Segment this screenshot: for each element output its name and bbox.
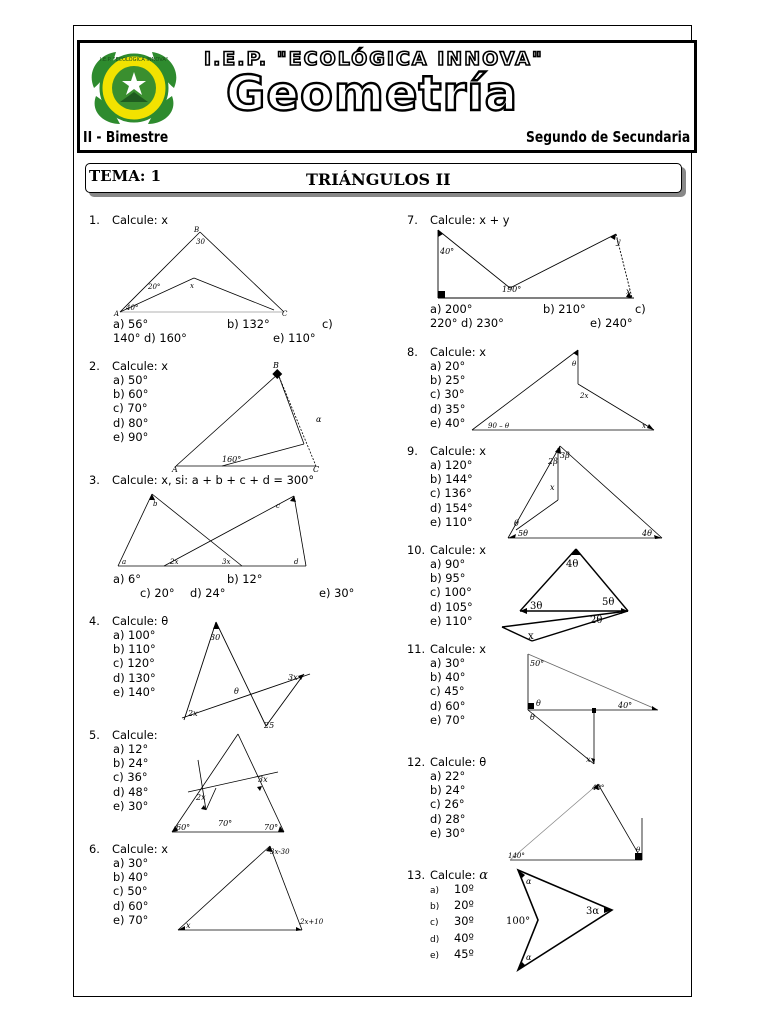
option[interactable]: b) 24° (113, 756, 149, 771)
label-3beta: 3β (560, 451, 570, 460)
problem-11 (407, 642, 486, 656)
option[interactable]: a) 56° (113, 317, 149, 331)
option[interactable]: c) 136° (430, 486, 472, 501)
problem-number: 8. (407, 345, 418, 359)
label-y: y (616, 237, 621, 246)
label-60: 60° (176, 823, 191, 832)
option[interactable]: b) 144° (430, 472, 473, 487)
label-160: 160° (222, 455, 242, 464)
option[interactable]: c) 36° (113, 770, 148, 785)
option[interactable]: d) 24° (190, 586, 226, 600)
figure-2 (170, 360, 340, 472)
problem-prompt: Calcule: x + y (430, 213, 510, 227)
option[interactable]: 40º (454, 930, 474, 945)
options-4 (113, 628, 156, 699)
option[interactable]: c) 70° (113, 401, 148, 416)
subject-title: Geometría (226, 66, 518, 122)
option[interactable]: a) 20° (430, 359, 466, 373)
option[interactable]: e) 40° (430, 415, 466, 430)
label-25: 25 (264, 721, 275, 730)
label-40: 40° (618, 701, 633, 710)
figure-6 (172, 840, 342, 936)
label-3alpha: 3α (586, 906, 600, 917)
label-4theta: 4θ (566, 559, 579, 570)
option[interactable]: d) 130° (113, 670, 156, 685)
label-x: x (190, 282, 194, 290)
label-70: 70° (218, 819, 233, 828)
option[interactable]: c) 100° (430, 585, 472, 600)
label-C: C (282, 310, 288, 318)
problem-number: 9. (407, 444, 418, 458)
figure-10 (498, 545, 638, 643)
option[interactable]: b) 40° (430, 670, 466, 685)
option[interactable]: d) 80° (113, 415, 149, 430)
label-2x: 2x (170, 558, 179, 566)
label-5theta: 5θ (518, 529, 528, 538)
problem-prompt: Calcule: x (430, 642, 486, 656)
bimestre-label: II - Bimestre (83, 128, 169, 146)
option[interactable]: e) 30° (113, 798, 149, 813)
school-name: I.E.P. "ECOLÓGICA INNOVA" (204, 48, 544, 70)
problem-prompt: Calcule: x (112, 213, 168, 227)
figure-9 (502, 442, 668, 542)
options-8 (430, 359, 466, 430)
label-x: x (550, 483, 555, 492)
label-140: 140° (508, 852, 525, 860)
problem-6 (89, 842, 168, 856)
option[interactable]: e) 30° (430, 825, 466, 840)
option[interactable]: c) 30° (430, 387, 465, 402)
label-theta: θ (536, 699, 541, 708)
option[interactable]: e) 90° (113, 429, 149, 444)
label-3theta: 3θ (530, 601, 543, 612)
label-alpha: α (316, 415, 322, 424)
option[interactable]: b) 24° (430, 783, 466, 798)
problem-number: 2. (89, 359, 100, 373)
label-A: A (172, 465, 178, 472)
label-2x: 2x (196, 793, 206, 802)
option[interactable]: b) 40° (113, 870, 149, 885)
problem-prompt: Calcule: x (112, 359, 168, 373)
option[interactable]: 45º (454, 946, 474, 961)
options-1 (113, 317, 363, 345)
label-40: 40° (440, 247, 455, 256)
label-3x: 3x (258, 775, 268, 784)
problem-number: 5. (89, 728, 100, 742)
label-40: 40° (592, 784, 605, 792)
option[interactable]: b) 110° (113, 642, 156, 657)
label-theta: θ (572, 360, 577, 368)
option[interactable]: a) 30° (430, 656, 466, 670)
option[interactable]: d) 60° (430, 698, 466, 713)
problem-number: 3. (89, 473, 100, 487)
option[interactable]: a) 100° (113, 628, 156, 642)
option[interactable]: b) 95° (430, 571, 466, 586)
problem-prompt: Calcule: x (430, 444, 486, 458)
options-11 (430, 656, 466, 727)
label-A: A (114, 310, 120, 318)
options-13 (430, 882, 474, 963)
label-30: 30 (210, 633, 221, 642)
option-letter: c) (430, 918, 439, 929)
label-c: c (276, 502, 280, 510)
option[interactable]: a) 120° (430, 458, 473, 472)
label-2x: 2x (580, 392, 589, 400)
label-B: B (194, 226, 200, 234)
problem-prompt: Calcule: x, si: a + b + c + d = 300° (112, 473, 315, 487)
label-theta: θ (514, 519, 519, 528)
option[interactable]: e) 140° (113, 684, 156, 699)
label-70b: 70° (264, 823, 279, 832)
problem-prompt: Calcule: (430, 868, 480, 882)
problem-2 (89, 359, 168, 373)
label-b: b (153, 500, 158, 508)
label-top: 3x-30 (270, 848, 290, 856)
option[interactable]: c) 26° (430, 797, 465, 812)
label-50: 50° (530, 659, 545, 668)
options-3 (113, 572, 373, 600)
option[interactable]: c) 50° (113, 884, 148, 899)
options-2 (113, 373, 149, 444)
problem-prompt: Calcule: x (430, 543, 486, 557)
label-right: 2x+10 (300, 918, 324, 926)
problem-number: 6. (89, 842, 100, 856)
label-4theta: 4θ (642, 529, 652, 538)
label-C: C (313, 465, 320, 472)
label-20: 20° (148, 283, 161, 291)
label-90-theta: 90 – θ (488, 422, 510, 430)
option[interactable]: 220° d) 230° (430, 316, 504, 330)
label-theta: θ (234, 687, 239, 696)
option[interactable]: a) 50° (113, 373, 149, 387)
options-10 (430, 557, 473, 628)
option[interactable]: d) 48° (113, 784, 149, 799)
label-x: x (626, 287, 631, 296)
problem-number: 10. (407, 543, 426, 557)
problem-5 (89, 728, 158, 742)
problem-10 (407, 543, 486, 557)
label-alpha1: α (526, 877, 532, 886)
tema-title: TRIÁNGULOS II (306, 170, 451, 189)
label-5theta: 5θ (602, 597, 615, 608)
label-100: 100° (506, 916, 531, 927)
option[interactable]: b) 12° (227, 572, 263, 586)
option[interactable]: c) (322, 317, 333, 331)
alpha-symbol: α (479, 868, 488, 883)
tema-label: TEMA: 1 (89, 167, 162, 185)
problem-12 (407, 755, 486, 769)
figure-8 (466, 344, 660, 434)
label-x: x (186, 921, 191, 930)
figure-1 (112, 226, 292, 318)
problem-number: 11. (407, 642, 426, 656)
label-2beta: 2β (548, 457, 558, 466)
label-2x: 2x (188, 709, 198, 718)
label-alpha2: α (526, 953, 532, 962)
label-a: a (122, 558, 127, 566)
options-6 (113, 856, 149, 927)
figure-5 (168, 730, 288, 836)
option[interactable]: e) 70° (113, 912, 149, 927)
figure-12 (504, 778, 650, 864)
label-x: x (586, 755, 591, 764)
problem-number: 1. (89, 213, 100, 227)
problem-4 (89, 614, 168, 628)
problem-prompt: Calcule: x (430, 345, 486, 359)
option[interactable]: d) 105° (430, 599, 473, 614)
label-3x: 3x (288, 673, 298, 682)
problem-prompt: Calcule: x (112, 842, 168, 856)
option[interactable]: e) 30° (319, 586, 355, 600)
label-x: x (528, 631, 534, 642)
logo-text: I.E.P. "ECOLÓGICA INNOVA" (99, 57, 169, 63)
option-letter: a) (430, 886, 440, 896)
option[interactable]: b) 25° (430, 373, 466, 388)
option[interactable]: a) 30° (113, 856, 149, 870)
option[interactable]: e) 110° (273, 331, 316, 345)
school-logo (86, 48, 182, 128)
problem-prompt: Calcule: θ (112, 614, 169, 628)
figure-7 (428, 226, 642, 300)
option[interactable]: a) 200° (430, 302, 473, 316)
option[interactable]: d) 35° (430, 401, 466, 416)
option[interactable]: e) 110° (430, 514, 473, 529)
problem-9 (407, 444, 486, 458)
problem-3 (89, 473, 314, 487)
figure-4 (178, 618, 318, 732)
option[interactable]: e) 70° (430, 712, 466, 727)
grade-label: Segundo de Secundaria (526, 128, 691, 146)
option[interactable]: 10º (454, 882, 474, 896)
label-theta2: θ (530, 713, 535, 722)
option-letter: e) (430, 950, 440, 961)
label-theta: θ (636, 846, 641, 854)
label-40: 40° (126, 304, 139, 312)
label-190: 190° (502, 285, 522, 294)
option[interactable]: 140° d) 160° (113, 331, 187, 345)
label-d: d (294, 558, 299, 566)
problem-prompt: Calcule: θ (430, 755, 487, 769)
problem-prompt: Calcule: (112, 728, 158, 742)
option[interactable]: 30º (454, 914, 474, 929)
option[interactable]: b) 60° (113, 387, 149, 402)
problem-number: 4. (89, 614, 100, 628)
option[interactable]: c) (635, 302, 646, 316)
option[interactable]: e) 240° (590, 316, 633, 330)
option[interactable]: 20º (454, 898, 474, 913)
option[interactable]: a) 22° (430, 769, 466, 783)
figure-3 (112, 488, 312, 570)
option[interactable]: c) 120° (113, 656, 155, 671)
option[interactable]: e) 110° (430, 613, 473, 628)
label-2theta: 2θ (590, 615, 603, 626)
label-3x: 3x (222, 558, 231, 566)
options-12 (430, 769, 466, 840)
options-5 (113, 742, 149, 813)
problem-number: 7. (407, 213, 418, 227)
options-9 (430, 458, 473, 529)
figure-11 (522, 650, 664, 770)
problem-number: 12. (407, 755, 426, 769)
problem-13 (407, 868, 488, 883)
option[interactable]: c) 20° (140, 586, 175, 600)
problem-number: 13. (407, 868, 426, 882)
label-x: x (642, 422, 646, 430)
label-30: 30 (196, 238, 205, 246)
option[interactable]: a) 12° (113, 742, 149, 756)
option-letter: b) (430, 902, 440, 913)
figure-13 (504, 864, 616, 974)
option[interactable]: a) 6° (113, 572, 141, 586)
option[interactable]: d) 60° (113, 898, 149, 913)
option[interactable]: d) 28° (430, 811, 466, 826)
options-7 (430, 302, 652, 330)
option-letter: d) (430, 934, 440, 945)
label-B: B (273, 361, 279, 370)
option[interactable]: d) 154° (430, 500, 473, 515)
option[interactable]: b) 210° (543, 302, 586, 316)
option[interactable]: c) 45° (430, 684, 465, 699)
option[interactable]: a) 90° (430, 557, 466, 571)
option[interactable]: b) 132° (227, 317, 270, 331)
